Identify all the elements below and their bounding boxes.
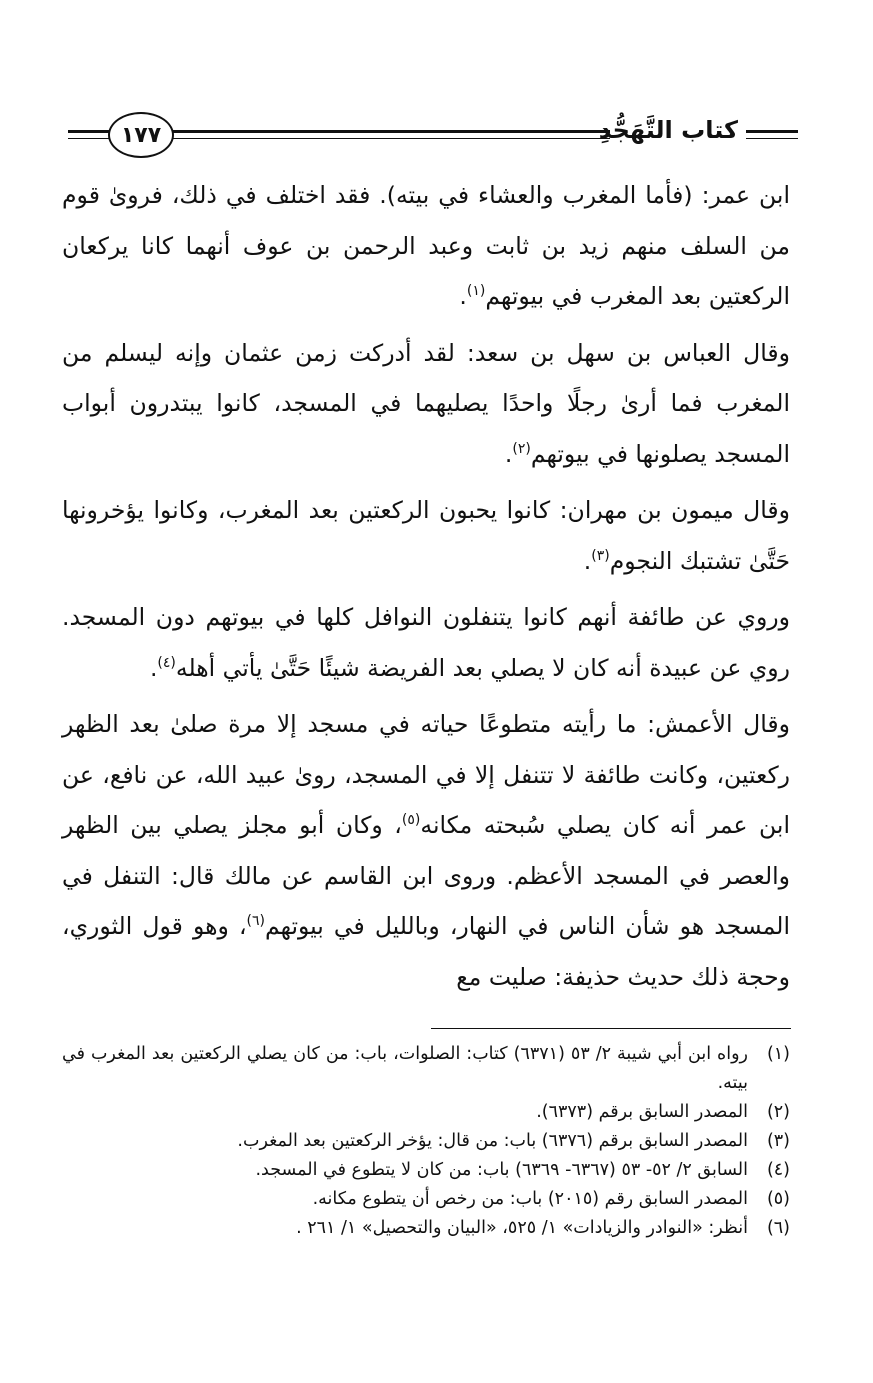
paragraph-text: وقال الأعمش: ما رأيته متطوعًا حياته في مسجد إلا مرة صلىٰ بعد الظهر ركعتين، وكانت طائفة لا تتنفل إلا في المسجد، روىٰ عبيد الله، عن نافع، عن ابن عمر أنه كان يصلي سُبحته مكانه: [62, 710, 790, 839]
header-rule: [168, 138, 610, 139]
footnote-number: (٢): [766, 1102, 790, 1122]
paragraph-text: وروي عن طائفة أنهم كانوا يتنفلون النوافل كلها في بيوتهم دون المسجد. روي عن عبيدة أنه كان لا يصلي بعد الفريضة شيئًا حَتَّىٰ يأتي أهله: [62, 603, 790, 682]
footnote-text: أنظر: «النوادر والزيادات» ١/ ٥٢٥، «البيان والتحصيل» ١/ ٢٦١ .: [296, 1218, 748, 1238]
paragraph-tail: .: [583, 546, 592, 575]
footnote-number: (٥): [766, 1189, 790, 1209]
footnote-text: السابق ٢/ ٥٢- ٥٣ (٦٣٦٧- ٦٣٦٩) باب: من كان لا يتطوع في المسجد.: [255, 1160, 748, 1180]
paragraph-tail: .: [149, 653, 158, 682]
footnote-ref: (٣): [591, 547, 610, 564]
paragraph: [62, 699, 790, 1002]
paragraph-text: وقال العباس بن سهل بن سعد: لقد أدركت زمن عثمان وإنه ليسلم من المغرب فما أرىٰ رجلًا واحدًا يصليهما في المسجد، كانوا يبتدرون أبواب المسجد يصلونها في بيوتهم: [62, 338, 790, 468]
paragraph: [62, 592, 790, 693]
paragraph-text: وقال ميمون بن مهران: كانوا يحبون الركعتين بعد المغرب، وكانوا يؤخرونها حَتَّىٰ تشتبك النجوم: [62, 496, 790, 575]
running-title: كتاب التَّهَجُّدِ: [598, 116, 738, 144]
header-rule: [746, 130, 798, 133]
footnote-item: [62, 1156, 790, 1185]
footnotes: [62, 1040, 790, 1243]
footnote-number: (٤): [766, 1160, 790, 1180]
footnote-separator: [431, 1028, 791, 1029]
footnote-number: (٣): [766, 1131, 790, 1151]
paragraph: [62, 485, 790, 586]
footnote-ref: (٥): [401, 812, 421, 829]
footnote-text: رواه ابن أبي شيبة ٢/ ٥٣ (٦٣٧١) كتاب: الصلوات، باب: من كان يصلي الركعتين بعد المغرب في بيته.: [62, 1044, 748, 1093]
footnote-text: المصدر السابق برقم (٦٣٧٣).: [536, 1102, 748, 1122]
footnote-ref: (٤): [157, 654, 176, 671]
page-header: [68, 112, 798, 162]
paragraph: [62, 170, 790, 322]
header-rule: [68, 130, 110, 133]
footnote-item: [62, 1127, 790, 1156]
paragraph-tail: .: [504, 439, 513, 468]
header-rule: [68, 138, 110, 139]
footnote-text: المصدر السابق رقم (٢٠١٥) باب: من رخص أن يتطوع مكانه.: [312, 1189, 748, 1209]
footnote-text: المصدر السابق برقم (٦٣٧٦) باب: من قال: يؤخر الركعتين بعد المغرب.: [237, 1131, 748, 1151]
paragraph-tail: .: [459, 282, 467, 310]
header-rule: [168, 130, 610, 133]
footnote-item: [62, 1040, 790, 1098]
footnote-item: [62, 1214, 790, 1243]
footnote-number: (٦): [766, 1218, 790, 1238]
paragraph-tail: ، وكان أبو مجلز يصلي بين الظهر والعصر في المسجد الأعظم. وروى ابن القاسم عن مالك قال: التنفل في المسجد هو شأن الناس في النهار، وبالليل في بيوتهم: [62, 811, 790, 940]
paragraph: [62, 328, 790, 480]
paragraph-text: ابن عمر: (فأما المغرب والعشاء في بيته). فقد اختلف في ذلك، فروىٰ قوم من السلف منهم زيد بن ثابت وعبد الرحمن بن عوف أنهما كانا يركعان الركعتين بعد المغرب في بيوتهم: [62, 181, 790, 310]
footnote-item: [62, 1098, 790, 1127]
paragraph-tail: ، وهو قول الثوري، وحجة ذلك حديث حذيفة: صليت مع: [62, 912, 790, 991]
main-text: [62, 170, 790, 1008]
footnote-ref: (١): [466, 283, 486, 300]
footnote-number: (١): [766, 1044, 790, 1064]
page-number: ١٧٧: [108, 112, 174, 158]
footnote-ref: (٦): [246, 913, 265, 930]
footnote-ref: (٢): [512, 440, 531, 457]
header-rule: [746, 138, 798, 139]
footnote-item: [62, 1185, 790, 1214]
